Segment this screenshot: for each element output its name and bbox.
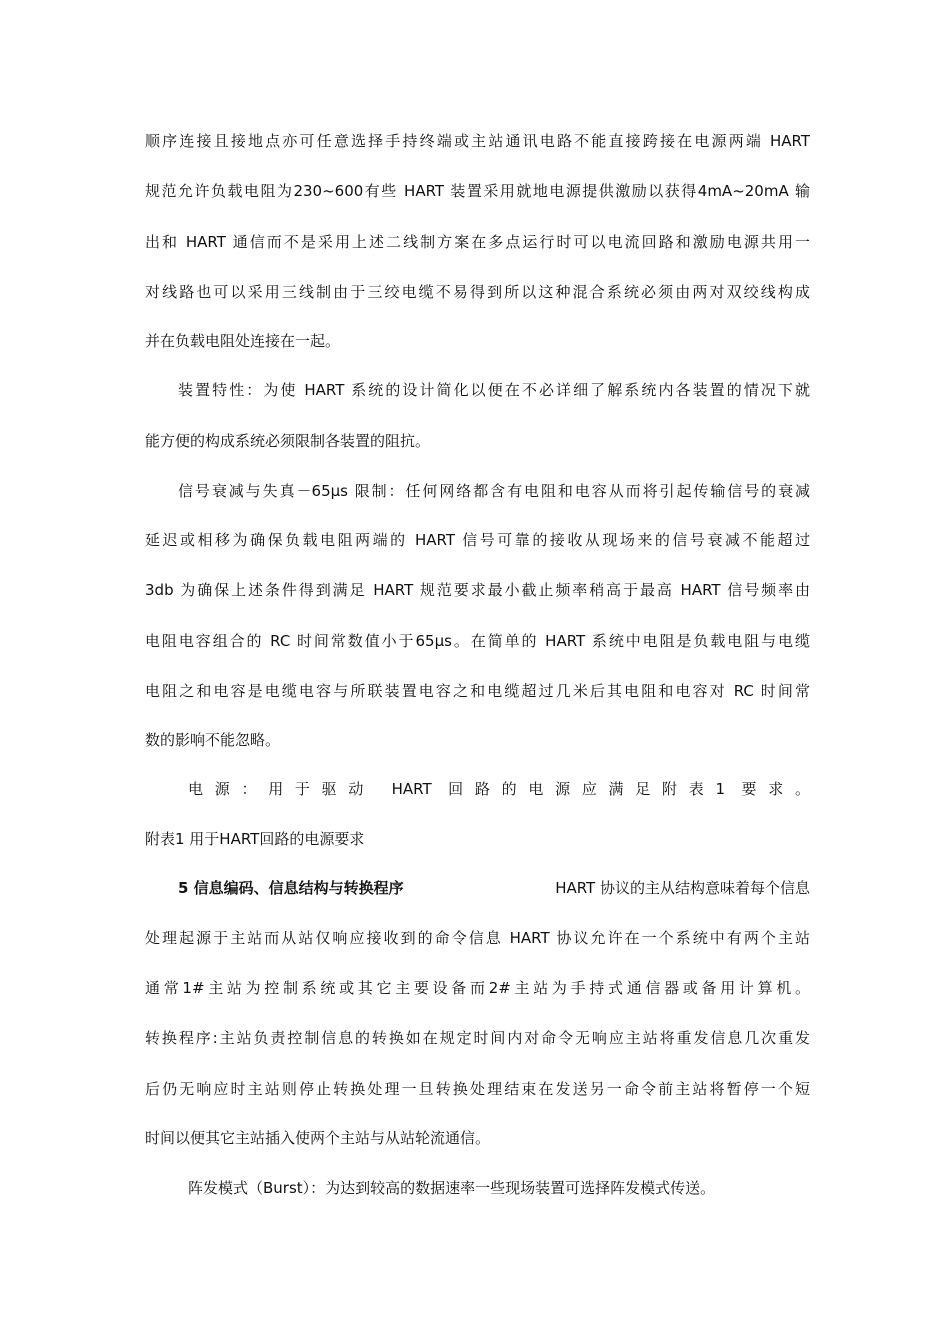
paragraph-heading-power-supply: 电源：用于驱动 HART 回路的电源应满足附表1 要求。 <box>188 780 810 798</box>
text-line: 转换程序:主站负责控制信息的转换如在规定时间内对命令无响应主站将重发信息几次重发 <box>145 1029 810 1047</box>
text-line: 出和 HART 通信而不是采用上述二线制方案在多点运行时可以电流回路和激励电源共用一 <box>145 233 810 251</box>
text-line: 电阻电容组合的 RC 时间常数值小于65μs。在简单的 HART 系统中电阻是负载电阻与电缆 <box>145 632 810 650</box>
text-line: 数的影响不能忽略。 <box>145 731 281 749</box>
text-line: 并在负载电阻处连接在一起。 <box>145 332 341 350</box>
paragraph-heading-device-characteristics: 装置特性：为使 HART 系统的设计简化以便在不必详细了解系统内各装置的情况下就 <box>178 381 810 399</box>
text-line: 顺序连接且接地点亦可任意选择手持终端或主站通讯电路不能直接跨接在电源两端 HART <box>145 132 810 150</box>
text-line: HART 协议的主从结构意味着每个信息 <box>555 879 810 897</box>
text-line: 规范允许负载电阻为230~600有些 HART 装置采用就地电源提供激励以获得4mA~20mA 输 <box>145 182 810 200</box>
text-line: 后仍无响应时主站则停止转换处理一旦转换处理结束在发送另一命令前主站将暂停一个短 <box>145 1080 810 1098</box>
paragraph-heading-signal-attenuation: 信号衰减与失真－65μs 限制：任何网络都含有电阻和电容从而将引起传输信号的衰减 <box>178 482 810 500</box>
table-caption: 附表1 用于HART回路的电源要求 <box>145 830 365 848</box>
text-line: 处理起源于主站而从站仅响应接收到的命令信息 HART 协议允许在一个系统中有两个主站 <box>145 929 810 947</box>
text-line: 时间以便其它主站插入使两个主站与从站轮流通信。 <box>145 1129 491 1147</box>
text-line: 通常1#主站为控制系统或其它主要设备而2#主站为手持式通信器或备用计算机。 <box>145 979 810 997</box>
paragraph-heading-burst-mode: 阵发模式（Burst）：为达到较高的数据速率一些现场装置可选择阵发模式传送。 <box>188 1179 716 1197</box>
text-line: 3db 为确保上述条件得到满足 HART 规范要求最小截止频率稍高于最高 HART 信号频率由 <box>145 581 810 599</box>
text-line: 能方便的构成系统必须限制各装置的阻抗。 <box>145 432 431 450</box>
section-heading: 5 信息编码、信息结构与转换程序 <box>178 879 404 897</box>
text-line: 电阻之和电容是电缆电容与所联装置电容之和电缆超过几米后其电阻和电容对 RC 时间常 <box>145 682 810 700</box>
text-line: 对线路也可以采用三线制由于三绞电缆不易得到所以这种混合系统必须由两对双绞线构成 <box>145 283 810 301</box>
text-line: 延迟或相移为确保负载电阻两端的 HART 信号可靠的接收从现场来的信号衰减不能超过 <box>145 531 810 549</box>
